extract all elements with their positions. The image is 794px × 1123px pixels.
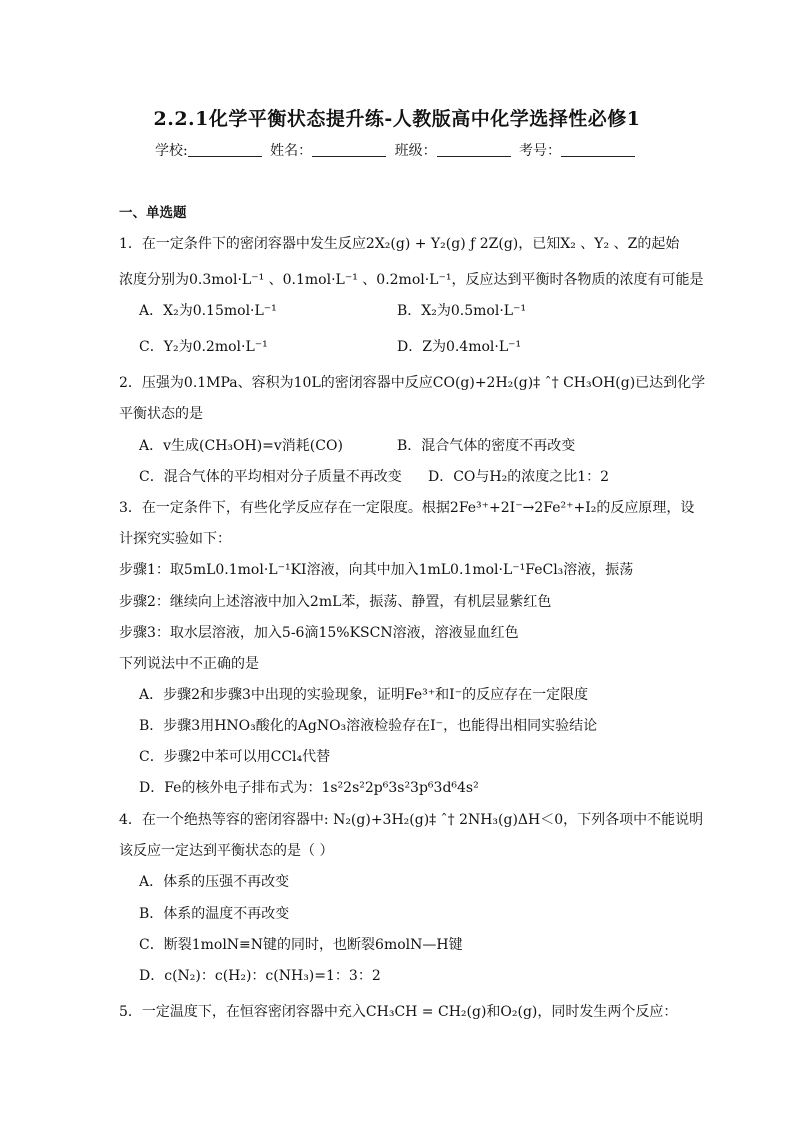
q2-option-d[interactable]: D．CO与H₂的浓度之比1：2: [428, 469, 610, 485]
q1-stem: [119, 235, 679, 253]
class-blank[interactable]: [437, 142, 511, 157]
q4-option-d[interactable]: D．c(N₂)：c(H₂)：c(NH₃)=1：3：2: [139, 968, 381, 984]
q1-option-c[interactable]: C．Y₂为0.2mol·L⁻¹: [139, 339, 268, 355]
q3-step1: 步骤1：取5mL0.1mol·L⁻¹KI溶液，向其中加入1mL0.1mol·L⁻¹FeCl₃溶液，振荡: [119, 562, 634, 578]
q3-option-c[interactable]: C．步骤2中苯可以用CCl₄代替: [139, 749, 331, 765]
q1-option-d[interactable]: D．Z为0.4mol·L⁻¹: [397, 339, 522, 355]
name-label: 姓名：: [270, 143, 313, 159]
number-label: 考号：: [519, 143, 562, 159]
q3-option-b[interactable]: B．步骤3用HNO₃酸化的AgNO₃溶液检验存在I⁻，也能得出相同实验结论: [139, 718, 598, 734]
q1-stem-line2: 浓度分别为0.3mol·L⁻¹ 、0.1mol·L⁻¹ 、0.2mol·L⁻¹，反应达到平衡时各物质的浓度有可能是: [119, 272, 704, 288]
q4-stem-line2: 该反应一定达到平衡状态的是（ ）: [119, 843, 334, 859]
q4-stem: 4．在一个绝热等容的密闭容器中: N₂(g)+3H₂(g)‡ ˆ† 2NH₃(g)ΔH＜0，下列各项中不能说明: [119, 812, 704, 828]
student-info-row: [0, 140, 794, 160]
name-blank[interactable]: [312, 142, 386, 157]
q1-option-a[interactable]: A．X₂为0.15mol·L⁻¹: [139, 303, 277, 319]
school-blank[interactable]: [188, 142, 262, 157]
q4-option-a[interactable]: A．体系的压强不再改变: [139, 874, 290, 890]
q2-stem: 2．压强为0.1MPa、容积为10L的密闭容器中反应CO(g)+2H₂(g)‡ ˆ† CH₃OH(g)已达到化学: [119, 375, 706, 391]
q3-step3: 步骤3：取水层溶液，加入5-6滴15%KSCN溶液，溶液显血红色: [119, 625, 519, 641]
q2-stem-line2: 平衡状态的是: [119, 406, 203, 422]
q2-option-c[interactable]: C．混合气体的平均相对分子质量不再改变: [139, 469, 402, 485]
class-label: 班级：: [394, 143, 437, 159]
q2-option-b[interactable]: B．混合气体的密度不再改变: [397, 438, 576, 454]
section-heading: 一、单选题: [119, 205, 187, 221]
q3-stem-line2: 计探究实验如下：: [119, 531, 231, 547]
q2-option-a[interactable]: A．v生成(CH₃OH)=v消耗(CO): [139, 438, 343, 454]
q1-option-b[interactable]: B．X₂为0.5mol·L⁻¹: [397, 303, 527, 319]
page-title: 2.2.1化学平衡状态提升练-人教版高中化学选择性必修1: [153, 108, 641, 130]
q3-ask: 下列说法中不正确的是: [119, 656, 259, 672]
q3-stem: 3．在一定条件下，有些化学反应存在一定限度。根据2Fe³⁺+2I⁻→2Fe²⁺+I₂的反应原理，设: [119, 500, 695, 516]
number-blank[interactable]: [561, 142, 635, 157]
q5-stem: 5．一定温度下，在恒容密闭容器中充入CH₃CH = CH₂(g)和O₂(g)，同时发生两个反应：: [119, 1004, 678, 1020]
q3-option-a[interactable]: A．步骤2和步骤3中出现的实验现象，证明Fe³⁺和I⁻的反应存在一定限度: [139, 687, 589, 703]
q4-option-c[interactable]: C．断裂1molN≡N键的同时，也断裂6molN—H键: [139, 937, 463, 953]
q1-equation: 2X₂(g) + Y₂(g) ƒ 2Z(g): [365, 236, 519, 252]
q4-option-b[interactable]: B．体系的温度不再改变: [139, 906, 290, 922]
q3-step2: 步骤2：继续向上述溶液中加入2mL苯，振荡、静置，有机层显紫红色: [119, 594, 552, 610]
q1-stem-a: 1．在一定条件下的密闭容器中发生反应: [119, 236, 366, 252]
school-label: 学校:: [154, 143, 188, 159]
q1-stem-b: ，已知X₂ 、Y₂ 、Z的起始: [518, 236, 680, 252]
q3-option-d[interactable]: D．Fe的核外电子排布式为：1s²2s²2p⁶3s²3p⁶3d⁶4s²: [139, 780, 479, 796]
